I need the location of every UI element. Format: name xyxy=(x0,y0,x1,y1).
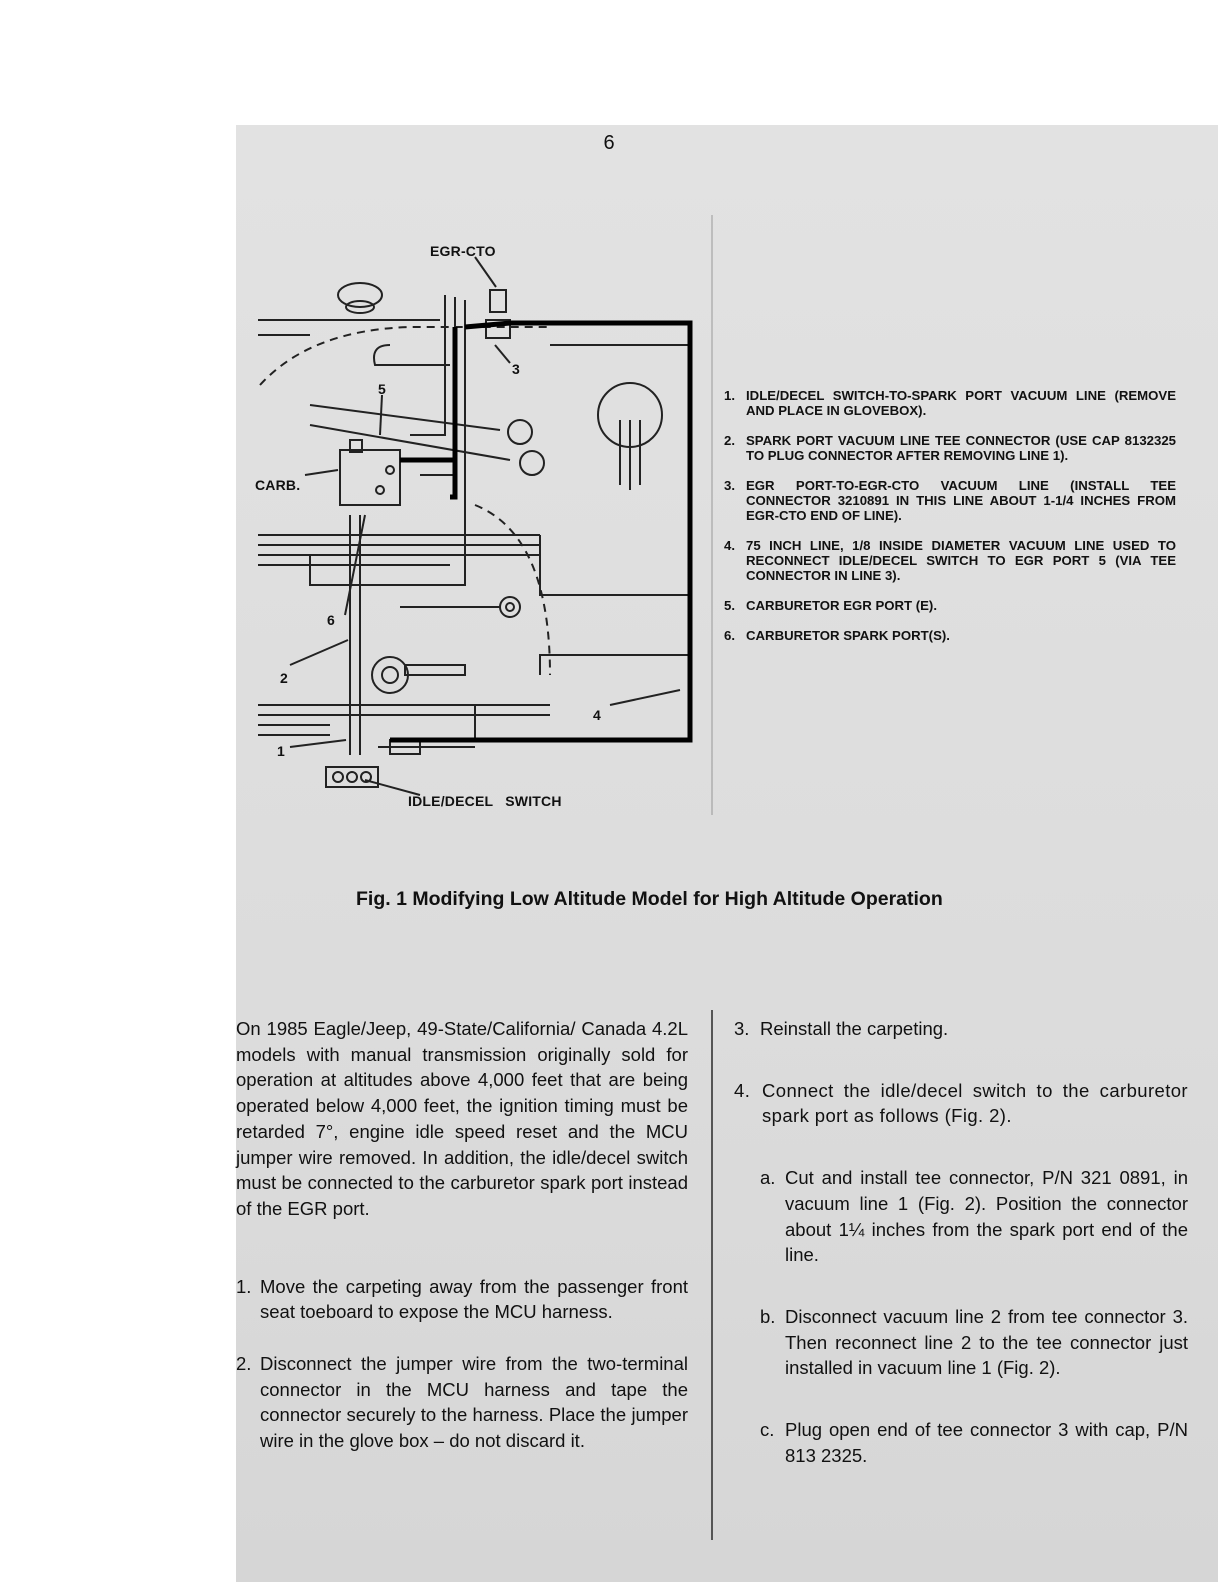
figure-caption: Fig. 1 Modifying Low Altitude Model for High Altitude Operation xyxy=(356,888,943,910)
legend-item: 4. 75 INCH LINE, 1/8 INSIDE DIAMETER VACUUM LINE USED TO RECONNECT IDLE/DECEL SWITCH TO EGR PORT 5 (VIA TEE CONNECTOR IN LINE 3). xyxy=(724,538,1176,583)
substep-c: c. Plug open end of tee connector 3 with cap, P/N 813 2325. xyxy=(760,1419,1188,1466)
substep-a: a. Cut and install tee connector, P/N 321 0891, in vacuum line 1 (Fig. 2). Position the connector about 1¼ inches from the spark port end of the line. xyxy=(760,1167,1188,1266)
label-2: 2 xyxy=(280,670,288,686)
intro-paragraph: On 1985 Eagle/Jeep, 49-State/California/ Canada 4.2L models with manual transmission originally sold for operation at altitudes above 4,000 feet that are being operated below 4,000 feet, the ignition timing must be retarded 7°, engine idle speed reset and the MCU jumper wire removed. In addition, the idle/decel switch must be connected to the carburetor spark port instead of the EGR port. xyxy=(236,1018,688,1219)
label-carb: CARB. xyxy=(255,477,301,493)
vacuum-diagram-drawing xyxy=(250,235,710,815)
figure-legend xyxy=(724,388,1176,658)
left-column xyxy=(236,1016,688,1454)
label-4: 4 xyxy=(593,707,601,723)
label-5: 5 xyxy=(378,381,386,397)
legend-item: 5. CARBURETOR EGR PORT (E). xyxy=(724,598,937,613)
page-number: 6 xyxy=(603,132,615,154)
step-1: 1. Move the carpeting away from the passenger front seat toeboard to expose the MCU harness. xyxy=(236,1275,688,1323)
legend-item: 2. SPARK PORT VACUUM LINE TEE CONNECTOR (USE CAP 8132325 TO PLUG CONNECTOR AFTER REMOVING LINE 1). xyxy=(724,433,1176,463)
step-3: 3. Reinstall the carpeting. xyxy=(734,1018,949,1039)
new-vacuum-line-4 xyxy=(390,323,690,740)
step-4: 4. Connect the idle/decel switch to the carburetor spark port as follows (Fig. 2). xyxy=(734,1079,1188,1127)
legend-item: 3. EGR PORT-TO-EGR-CTO VACUUM LINE (INSTALL TEE CONNECTOR 3210891 IN THIS LINE ABOUT 1-1/4 INCHES FROM EGR-CTO END OF LINE). xyxy=(724,478,1176,523)
substep-b: b. Disconnect vacuum line 2 from tee connector 3. Then reconnect line 2 to the tee connector just installed in vacuum line 1 (Fig. 2). xyxy=(760,1305,1188,1379)
label-1: 1 xyxy=(277,743,285,759)
upper-column-divider xyxy=(711,215,713,815)
label-idle-decel-switch: IDLE/DECEL SWITCH xyxy=(408,793,562,809)
vacuum-diagram xyxy=(250,235,710,815)
label-3: 3 xyxy=(512,361,520,377)
column-divider xyxy=(711,1010,713,1540)
step-2: 2. Disconnect the jumper wire from the two-terminal connector in the MCU harness and tape the connector securely to the harness. Place the jumper wire in the glove box – do not discard it. xyxy=(236,1353,688,1452)
legend-item: 1. IDLE/DECEL SWITCH-TO-SPARK PORT VACUUM LINE (REMOVE AND PLACE IN GLOVEBOX). xyxy=(724,388,1176,418)
legend-item: 6. CARBURETOR SPARK PORT(S). xyxy=(724,628,950,643)
label-egr-cto: EGR-CTO xyxy=(430,243,496,259)
right-column xyxy=(734,1016,1188,1468)
label-6: 6 xyxy=(327,612,335,628)
